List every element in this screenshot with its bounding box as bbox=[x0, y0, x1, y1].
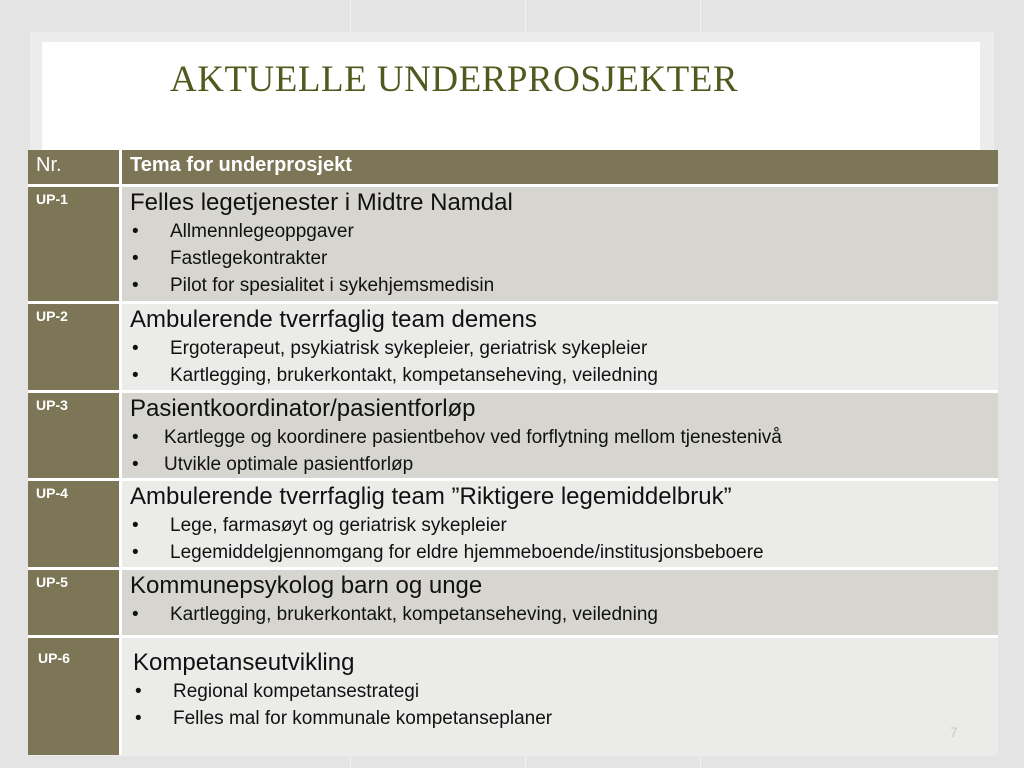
topic-title: Ambulerende tverrfaglig team ”Riktigere legemiddelbruk” bbox=[130, 483, 732, 510]
bullet-item: • Fastlegekontrakter bbox=[132, 248, 328, 269]
bullet-item: • Utvikle optimale pasientforløp bbox=[132, 454, 414, 475]
header-topic: Tema for underprosjekt bbox=[122, 150, 998, 186]
bullet-item: • Pilot for spesialitet i sykehjemsmedisin bbox=[132, 275, 495, 296]
bullet-item: • Lege, farmasøyt og geriatrisk sykepleier bbox=[132, 515, 507, 536]
bullet-item: • Allmennlegeoppgaver bbox=[132, 221, 354, 242]
table-row bbox=[28, 390, 998, 478]
table-row bbox=[28, 184, 998, 301]
topic-title: Pasientkoordinator/pasientforløp bbox=[130, 395, 476, 422]
bullet-item: • Kartlegging, brukerkontakt, kompetanseheving, veiledning bbox=[132, 604, 658, 625]
row-nr: UP-5 bbox=[28, 570, 122, 635]
table-row bbox=[28, 567, 998, 635]
row-topic bbox=[122, 481, 998, 567]
topic-title: Ambulerende tverrfaglig team demens bbox=[130, 306, 537, 333]
page-number: 7 bbox=[950, 724, 958, 740]
row-nr: UP-3 bbox=[28, 393, 122, 478]
bullet-item: • Ergoterapeut, psykiatrisk sykepleier, geriatrisk sykepleier bbox=[132, 338, 648, 359]
row-nr: UP-2 bbox=[28, 304, 122, 390]
table-row bbox=[28, 478, 998, 567]
header-nr: Nr. bbox=[28, 150, 122, 186]
bullet-item: • Legemiddelgjennomgang for eldre hjemmeboende/institusjonsbeboere bbox=[132, 542, 764, 563]
slide-title: AKTUELLE UNDERPROSJEKTER bbox=[170, 59, 739, 100]
topic-title: Kompetanseutvikling bbox=[133, 649, 355, 676]
row-topic bbox=[122, 393, 998, 478]
row-topic bbox=[122, 304, 998, 390]
table-header-row bbox=[28, 150, 998, 186]
row-nr: UP-4 bbox=[28, 481, 122, 567]
table-row bbox=[28, 635, 998, 755]
bullet-item: • Regional kompetansestrategi bbox=[135, 681, 420, 702]
bullet-item: • Kartlegging, brukerkontakt, kompetanseheving, veiledning bbox=[132, 365, 658, 386]
bullet-item: • Kartlegge og koordinere pasientbehov ved forflytning mellom tjenestenivå bbox=[132, 427, 782, 448]
bullet-item: • Felles mal for kommunale kompetanseplaner bbox=[135, 708, 553, 729]
row-topic bbox=[122, 638, 998, 755]
topic-title: Kommunepsykolog barn og unge bbox=[130, 572, 483, 599]
row-nr: UP-6 bbox=[28, 638, 122, 755]
row-nr: UP-1 bbox=[28, 187, 122, 301]
topic-title: Felles legetjenester i Midtre Namdal bbox=[130, 189, 513, 216]
row-topic bbox=[122, 187, 998, 301]
table-row bbox=[28, 301, 998, 390]
row-topic bbox=[122, 570, 998, 635]
